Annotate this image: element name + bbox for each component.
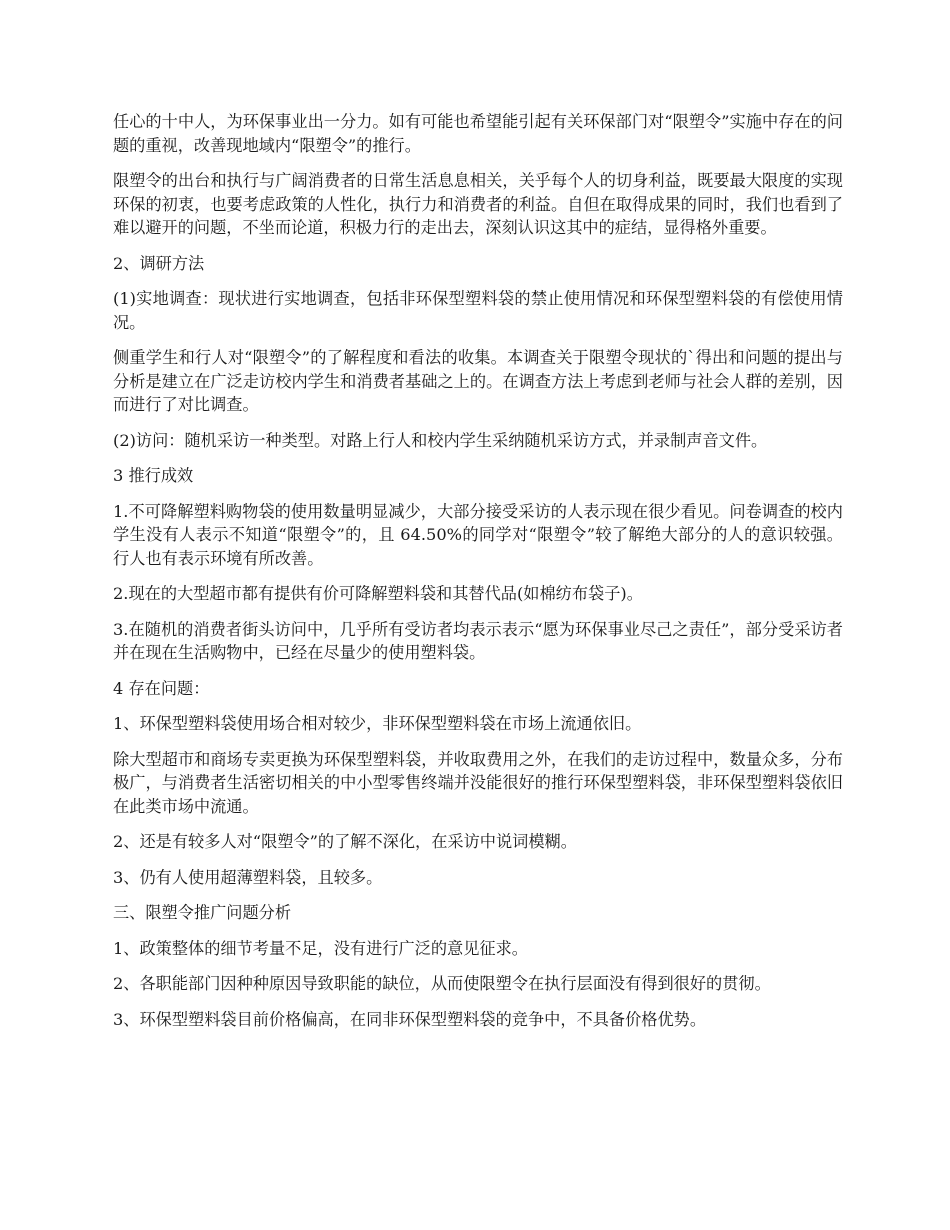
paragraph-problem-3: 3、仍有人使用超薄塑料袋，且较多。	[113, 867, 383, 887]
document-body	[113, 110, 843, 1043]
paragraph-analysis-2: 2、各职能部门因种种原因导致职能的缺位，从而使限塑令在执行层面没有得到很好的贯彻。	[113, 974, 771, 993]
paragraph-problem-2: 2、还是有较多人对“限塑令”的了解不深化，在采访中说词模糊。	[113, 832, 577, 851]
section-heading-analysis: 三、限塑令推广问题分析	[113, 903, 292, 922]
paragraph-result-1: 1.不可降解塑料购物袋的使用数量明显减少，大部分接受采访的人表示现在很少看见。问卷调查的校内学生没有人表示不知道“限塑令”的，且 64.50%的同学对“限塑令”较了解绝大部分的人的意识较强。 行人也有表示环境有所改善。	[113, 501, 843, 568]
paragraph-analysis-1: 1、政策整体的细节考量不足，没有进行广泛的意见征求。	[113, 938, 528, 958]
paragraph-problem-1-detail: 除大型超市和商场专卖更换为环保型塑料袋，并收取费用之外，在我们的走访过程中，数量众多，分布极广，与消费者生活密切相关的中小型零售终端并没能很好的推行环保型塑料袋，非环保型塑料袋依旧在此类市场中流通。	[113, 749, 843, 816]
paragraph-analysis-3: 3、环保型塑料袋目前价格偏高，在同非环保型塑料袋的竞争中，不具备价格优势。	[113, 1009, 707, 1029]
paragraph-result-2: 2.现在的大型超市都有提供有价可降解塑料袋和其替代品(如棉纺布袋子)。	[113, 584, 643, 603]
paragraph-field-survey: (1)实地调查：现状进行实地调查，包括非环保型塑料袋的禁止使用情况和环保型塑料袋的有偿使用情况。	[113, 289, 843, 332]
paragraph-problem-1: 1、环保型塑料袋使用场合相对较少，非环保型塑料袋在市场上流通依旧。	[113, 714, 642, 733]
paragraph-survey-focus: 侧重学生和行人对“限塑令”的了解程度和看法的收集。本调查关于限塑令现状的`得出和问题的提出与分析是建立在广泛走访校内学生和消费者基础之上的。在调查方法上考虑到老师与社会人群的差别，因而进行了对比调查。	[113, 348, 843, 414]
section-heading-research-method: 2、调研方法	[113, 253, 205, 273]
section-heading-results: 3 推行成效	[113, 466, 194, 485]
paragraph-intro-continued: 任心的十中人，为环保事业出一分力。如有可能也希望能引起有关环保部门对“限塑令”实施中存在的问题的重视，改善现地域内“限塑令”的推行。	[113, 112, 843, 155]
paragraph-result-3: 3.在随机的消费者街头访问中，几乎所有受访者均表示表示“愿为环保事业尽己之责任”，部分受采访者并在现在生活购物中，已经在尽量少的使用塑料袋。	[113, 619, 843, 662]
section-heading-problems: 4 存在问题：	[113, 678, 210, 698]
paragraph-background: 限塑令的出台和执行与广阔消费者的日常生活息息相关，关乎每个人的切身利益，既要最大限度的实现环保的初衷，也要考虑政策的人性化，执行力和消费者的利益。自但在取得成果的同时，我们也看到了难以避开的问题，不坐而论道，积极力行的走出去，深刻认识这其中的症结，显得格外重要。	[113, 171, 843, 237]
paragraph-interview: (2)访问：随机采访一种类型。对路上行人和校内学生采纳随机采访方式，并录制声音文件。	[113, 430, 768, 450]
